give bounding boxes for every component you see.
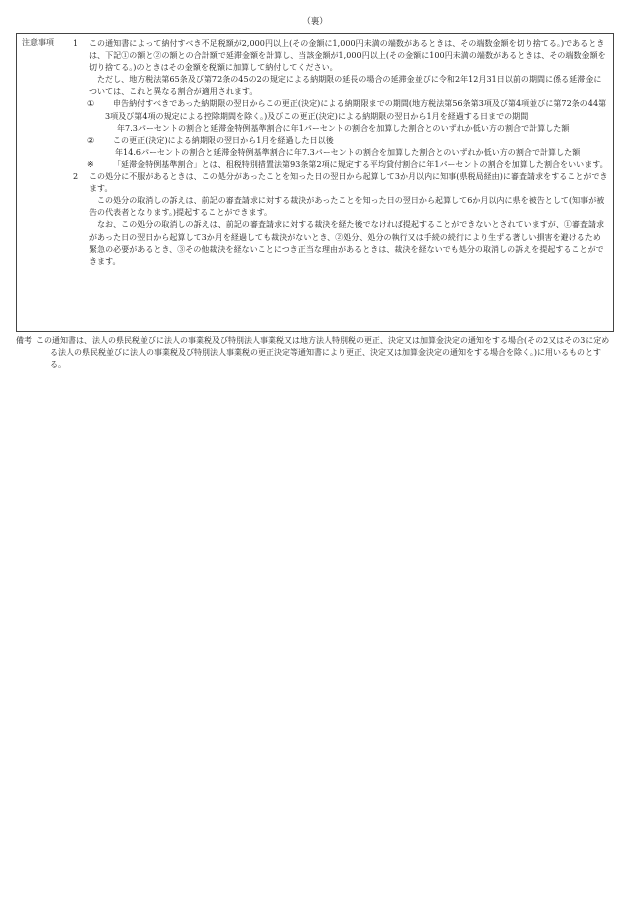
- note-item-1-number: 1: [73, 39, 79, 48]
- note-item-2-paragraph-2: この処分の取消しの訴えは、前記の審査請求に対する裁決があったことを知った日の翌日から起算して6か月以内に県を被告として(知事が被告の代表者となります。)提起することができます。: [89, 196, 605, 218]
- note-item-2-number: 2: [73, 172, 79, 182]
- notes-heading: 注意事項: [22, 38, 54, 47]
- note-item-1-paragraph-2: ただし、地方税法第65条及び第72条の45の2の規定による納期限の延長の場合の延滞金並びに令和2年12月31日以前の期間に係る延滞金については、これと異なる割合が適用されます。: [89, 75, 602, 97]
- note-item-1-sub-2-text: この更正(決定)による納期限の翌日から1月を経過した日以後: [113, 135, 334, 145]
- note-item-1: [73, 38, 608, 98]
- note-item-1-asterisk-text: 「延滞金特例基準割合」とは、租税特別措置法第93条第2項に規定する平均貸付割合に年1パーセントの割合を加算した割合をいいます。: [113, 159, 608, 169]
- asterisk-marker: ※: [87, 159, 94, 169]
- circled-2-marker: ②: [87, 135, 95, 145]
- note-item-1-paragraph-1: この通知書によって納付すべき不足税額が2,000円以上(その金額に1,000円未満の端数があるときは、その端数金額を切り捨てる。)であるときは、下記①の額と②の額との合計額で延滞金額を計算し、当該金額が1,000円以上(その金額に100円未満の端数があるときは、その端数金額を切り捨てる。)のときはその金額を税額に加算して納付してください。: [89, 39, 606, 73]
- notes-body: [73, 38, 608, 268]
- note-item-1-sub-1-text: 申告納付すべきであった納期限の翌日からこの更正(決定)による納期限までの期間(地方税法第56条第3項及び第4項並びに第72条の44第3項及び第4項の規定による控除期間を除く。)及びこの更正(決定)による納期限の翌日から1月を経過する日までの期間: [105, 99, 607, 121]
- remark-section: [16, 335, 614, 371]
- remark-text-content: この通知書は、法人の県民税並びに法人の事業税及び特別法人事業税又は地方法人特別税の更正、決定又は加算金決定の通知をする場合(その2又はその3に定める法人の県民税並びに法人の事業税及び特別法人事業税の更正決定等通知書により更正、決定又は加算金決定の通知をする場合を除く。)に用いるものとする。: [36, 336, 610, 370]
- note-item-1-asterisk: [73, 159, 608, 171]
- note-item-2: [73, 171, 608, 268]
- circled-1-marker: ①: [87, 99, 95, 109]
- note-item-1-sub-2: [73, 135, 608, 147]
- note-item-1-sub-2-rate: 年14.6パーセントの割合と延滞金特例基準割合に年7.3パーセントの割合を加算した割合とのいずれか低い方の割合で計算した額: [115, 147, 581, 157]
- note-item-1-sub-1: [73, 98, 608, 122]
- remark-text: [36, 335, 614, 371]
- notes-box: [16, 33, 614, 332]
- note-item-2-paragraph-3: なお、この処分の取消しの訴えは、前記の審査請求に対する裁決を経た後でなければ提起することができないとされていますが、①審査請求があった日の翌日から起算して3か月を経過しても裁決がないとき、②処分、処分の執行又は手続の続行により生ずる著しい損害を避けるため緊急の必要があるとき、③その他裁決を経ないことにつき正当な理由があるときは、裁決を経ないでも処分の取消しの訴えを提起することができます。: [89, 220, 605, 266]
- note-item-2-paragraph-1: この処分に不服があるときは、この処分があったことを知った日の翌日から起算して3か月以内に知事(県税局経由)に審査請求をすることができます。: [89, 172, 608, 194]
- remark-label: 備考: [16, 336, 32, 345]
- note-item-1-sub-1-rate: 年7.3パーセントの割合と延滞金特例基準割合に年1パーセントの割合を加算した割合とのいずれか低い方の割合で計算した額: [117, 123, 570, 133]
- page-title: （裏）: [302, 17, 328, 27]
